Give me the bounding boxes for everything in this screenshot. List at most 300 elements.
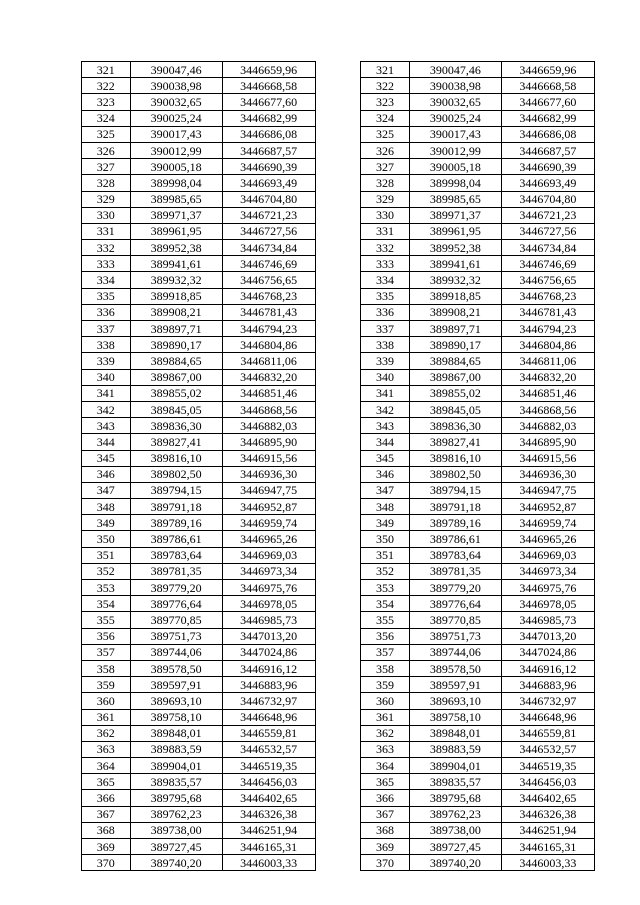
right-point-number-cell: 367: [361, 806, 410, 822]
right-point-number-cell: 349: [361, 515, 410, 531]
column-separator: [315, 677, 361, 693]
right-y-coordinate-cell: 3446952,87: [501, 499, 594, 515]
right-point-number-cell: 331: [361, 223, 410, 239]
table-row: [82, 418, 595, 434]
right-point-number-cell: 356: [361, 628, 410, 644]
left-y-coordinate-cell: 3446251,94: [222, 822, 315, 838]
right-point-number-cell: 355: [361, 612, 410, 628]
column-separator: [315, 175, 361, 191]
table-row: [82, 191, 595, 207]
right-y-coordinate-cell: 3446003,33: [501, 855, 594, 871]
table-row: [82, 709, 595, 725]
right-point-number-cell: 324: [361, 110, 410, 126]
left-point-number-cell: 353: [82, 580, 131, 596]
left-x-coordinate-cell: 389908,21: [130, 304, 222, 320]
right-x-coordinate-cell: 389918,85: [409, 288, 501, 304]
right-x-coordinate-cell: 389835,57: [409, 774, 501, 790]
left-y-coordinate-cell: 3446721,23: [222, 207, 315, 223]
right-y-coordinate-cell: 3446794,23: [501, 321, 594, 337]
table-row: [82, 499, 595, 515]
right-point-number-cell: 366: [361, 790, 410, 806]
right-x-coordinate-cell: 389908,21: [409, 304, 501, 320]
left-x-coordinate-cell: 389779,20: [130, 580, 222, 596]
left-x-coordinate-cell: 389597,91: [130, 677, 222, 693]
right-y-coordinate-cell: 3446682,99: [501, 110, 594, 126]
right-x-coordinate-cell: 389781,35: [409, 563, 501, 579]
right-point-number-cell: 327: [361, 159, 410, 175]
left-y-coordinate-cell: 3446690,39: [222, 159, 315, 175]
left-x-coordinate-cell: 389918,85: [130, 288, 222, 304]
right-x-coordinate-cell: 389932,32: [409, 272, 501, 288]
right-y-coordinate-cell: 3446811,06: [501, 353, 594, 369]
right-x-coordinate-cell: 389770,85: [409, 612, 501, 628]
left-y-coordinate-cell: 3446326,38: [222, 806, 315, 822]
left-point-number-cell: 360: [82, 693, 131, 709]
right-point-number-cell: 344: [361, 434, 410, 450]
right-point-number-cell: 342: [361, 401, 410, 417]
right-x-coordinate-cell: 389836,30: [409, 418, 501, 434]
right-y-coordinate-cell: 3446975,76: [501, 580, 594, 596]
right-point-number-cell: 368: [361, 822, 410, 838]
left-y-coordinate-cell: 3446936,30: [222, 466, 315, 482]
left-point-number-cell: 343: [82, 418, 131, 434]
left-y-coordinate-cell: 3446832,20: [222, 369, 315, 385]
left-x-coordinate-cell: 389971,37: [130, 207, 222, 223]
table-row: [82, 790, 595, 806]
right-y-coordinate-cell: 3446851,46: [501, 385, 594, 401]
column-separator: [315, 741, 361, 757]
column-separator: [315, 418, 361, 434]
right-point-number-cell: 360: [361, 693, 410, 709]
right-point-number-cell: 364: [361, 758, 410, 774]
left-y-coordinate-cell: 3446734,84: [222, 240, 315, 256]
right-point-number-cell: 346: [361, 466, 410, 482]
right-y-coordinate-cell: 3446959,74: [501, 515, 594, 531]
left-x-coordinate-cell: 389578,50: [130, 660, 222, 676]
right-x-coordinate-cell: 389985,65: [409, 191, 501, 207]
left-point-number-cell: 348: [82, 499, 131, 515]
left-point-number-cell: 367: [82, 806, 131, 822]
table-row: [82, 693, 595, 709]
right-point-number-cell: 354: [361, 596, 410, 612]
table-row: [82, 175, 595, 191]
right-point-number-cell: 340: [361, 369, 410, 385]
left-y-coordinate-cell: 3446959,74: [222, 515, 315, 531]
left-point-number-cell: 362: [82, 725, 131, 741]
column-separator: [315, 580, 361, 596]
table-row: [82, 142, 595, 158]
left-point-number-cell: 321: [82, 62, 131, 78]
left-y-coordinate-cell: 3446003,33: [222, 855, 315, 871]
left-x-coordinate-cell: 389952,38: [130, 240, 222, 256]
table-row: [82, 159, 595, 175]
column-separator: [315, 790, 361, 806]
table-row: [82, 515, 595, 531]
right-x-coordinate-cell: 389776,64: [409, 596, 501, 612]
column-separator: [315, 515, 361, 531]
column-separator: [315, 385, 361, 401]
table-row: [82, 563, 595, 579]
left-y-coordinate-cell: 3446648,96: [222, 709, 315, 725]
left-x-coordinate-cell: 389816,10: [130, 450, 222, 466]
right-x-coordinate-cell: 389578,50: [409, 660, 501, 676]
left-y-coordinate-cell: 3446668,58: [222, 78, 315, 94]
left-y-coordinate-cell: 3446915,56: [222, 450, 315, 466]
left-y-coordinate-cell: 3446559,81: [222, 725, 315, 741]
left-x-coordinate-cell: 389783,64: [130, 547, 222, 563]
left-x-coordinate-cell: 390017,43: [130, 126, 222, 142]
column-separator: [315, 596, 361, 612]
table-row: [82, 741, 595, 757]
left-x-coordinate-cell: 389727,45: [130, 839, 222, 855]
right-y-coordinate-cell: 3446756,65: [501, 272, 594, 288]
left-y-coordinate-cell: 3446969,03: [222, 547, 315, 563]
table-row: [82, 256, 595, 272]
left-x-coordinate-cell: 389904,01: [130, 758, 222, 774]
right-x-coordinate-cell: 389941,61: [409, 256, 501, 272]
left-x-coordinate-cell: 389890,17: [130, 337, 222, 353]
right-x-coordinate-cell: 389845,05: [409, 401, 501, 417]
table-row: [82, 207, 595, 223]
table-row: [82, 855, 595, 871]
column-separator: [315, 628, 361, 644]
right-point-number-cell: 332: [361, 240, 410, 256]
column-separator: [315, 758, 361, 774]
table-row: [82, 644, 595, 660]
left-point-number-cell: 331: [82, 223, 131, 239]
left-point-number-cell: 354: [82, 596, 131, 612]
left-x-coordinate-cell: 389751,73: [130, 628, 222, 644]
right-x-coordinate-cell: 389961,95: [409, 223, 501, 239]
left-point-number-cell: 364: [82, 758, 131, 774]
table-row: [82, 337, 595, 353]
right-point-number-cell: 347: [361, 482, 410, 498]
table-row: [82, 434, 595, 450]
table-row: [82, 272, 595, 288]
right-point-number-cell: 328: [361, 175, 410, 191]
coordinates-table: [81, 61, 595, 871]
right-point-number-cell: 337: [361, 321, 410, 337]
right-x-coordinate-cell: 389740,20: [409, 855, 501, 871]
right-x-coordinate-cell: 389802,50: [409, 466, 501, 482]
right-x-coordinate-cell: 389971,37: [409, 207, 501, 223]
table-row: [82, 288, 595, 304]
right-y-coordinate-cell: 3446519,35: [501, 758, 594, 774]
column-separator: [315, 855, 361, 871]
left-y-coordinate-cell: 3446952,87: [222, 499, 315, 515]
column-separator: [315, 547, 361, 563]
table-row: [82, 660, 595, 676]
right-y-coordinate-cell: 3447013,20: [501, 628, 594, 644]
table-row: [82, 401, 595, 417]
left-point-number-cell: 355: [82, 612, 131, 628]
left-point-number-cell: 333: [82, 256, 131, 272]
right-x-coordinate-cell: 389998,04: [409, 175, 501, 191]
right-point-number-cell: 325: [361, 126, 410, 142]
column-separator: [315, 774, 361, 790]
left-x-coordinate-cell: 389835,57: [130, 774, 222, 790]
right-x-coordinate-cell: 389883,59: [409, 741, 501, 757]
right-x-coordinate-cell: 389952,38: [409, 240, 501, 256]
right-y-coordinate-cell: 3447024,86: [501, 644, 594, 660]
table-row: [82, 596, 595, 612]
left-y-coordinate-cell: 3446965,26: [222, 531, 315, 547]
table-row: [82, 369, 595, 385]
right-y-coordinate-cell: 3446659,96: [501, 62, 594, 78]
right-y-coordinate-cell: 3446965,26: [501, 531, 594, 547]
table-row: [82, 612, 595, 628]
table-row: [82, 353, 595, 369]
left-y-coordinate-cell: 3446659,96: [222, 62, 315, 78]
table-row: [82, 94, 595, 110]
left-point-number-cell: 342: [82, 401, 131, 417]
right-y-coordinate-cell: 3446978,05: [501, 596, 594, 612]
column-separator: [315, 126, 361, 142]
right-x-coordinate-cell: 389786,61: [409, 531, 501, 547]
left-x-coordinate-cell: 389897,71: [130, 321, 222, 337]
right-y-coordinate-cell: 3446251,94: [501, 822, 594, 838]
right-x-coordinate-cell: 389727,45: [409, 839, 501, 855]
right-point-number-cell: 322: [361, 78, 410, 94]
right-point-number-cell: 348: [361, 499, 410, 515]
left-point-number-cell: 337: [82, 321, 131, 337]
right-x-coordinate-cell: 389795,68: [409, 790, 501, 806]
right-x-coordinate-cell: 389884,65: [409, 353, 501, 369]
left-x-coordinate-cell: 389884,65: [130, 353, 222, 369]
left-point-number-cell: 350: [82, 531, 131, 547]
right-x-coordinate-cell: 389789,16: [409, 515, 501, 531]
right-y-coordinate-cell: 3446936,30: [501, 466, 594, 482]
left-point-number-cell: 322: [82, 78, 131, 94]
right-y-coordinate-cell: 3446648,96: [501, 709, 594, 725]
left-y-coordinate-cell: 3446727,56: [222, 223, 315, 239]
left-point-number-cell: 328: [82, 175, 131, 191]
right-point-number-cell: 334: [361, 272, 410, 288]
right-x-coordinate-cell: 389783,64: [409, 547, 501, 563]
right-x-coordinate-cell: 389751,73: [409, 628, 501, 644]
table-row: [82, 547, 595, 563]
left-point-number-cell: 336: [82, 304, 131, 320]
right-y-coordinate-cell: 3446804,86: [501, 337, 594, 353]
left-point-number-cell: 357: [82, 644, 131, 660]
left-point-number-cell: 351: [82, 547, 131, 563]
left-x-coordinate-cell: 389802,50: [130, 466, 222, 482]
right-point-number-cell: 333: [361, 256, 410, 272]
right-x-coordinate-cell: 389848,01: [409, 725, 501, 741]
table-row: [82, 321, 595, 337]
left-point-number-cell: 365: [82, 774, 131, 790]
table-row: [82, 126, 595, 142]
column-separator: [315, 434, 361, 450]
left-y-coordinate-cell: 3446947,75: [222, 482, 315, 498]
column-separator: [315, 450, 361, 466]
column-separator: [315, 725, 361, 741]
table-row: [82, 110, 595, 126]
left-x-coordinate-cell: 389789,16: [130, 515, 222, 531]
right-point-number-cell: 343: [361, 418, 410, 434]
column-separator: [315, 272, 361, 288]
right-y-coordinate-cell: 3446732,97: [501, 693, 594, 709]
column-separator: [315, 288, 361, 304]
left-point-number-cell: 366: [82, 790, 131, 806]
right-point-number-cell: 321: [361, 62, 410, 78]
left-x-coordinate-cell: 389781,35: [130, 563, 222, 579]
right-y-coordinate-cell: 3446768,23: [501, 288, 594, 304]
right-x-coordinate-cell: 389762,23: [409, 806, 501, 822]
table-row: [82, 223, 595, 239]
left-y-coordinate-cell: 3446916,12: [222, 660, 315, 676]
right-point-number-cell: 359: [361, 677, 410, 693]
left-y-coordinate-cell: 3446985,73: [222, 612, 315, 628]
right-x-coordinate-cell: 389904,01: [409, 758, 501, 774]
column-separator: [315, 159, 361, 175]
left-x-coordinate-cell: 389867,00: [130, 369, 222, 385]
column-separator: [315, 369, 361, 385]
left-y-coordinate-cell: 3446402,65: [222, 790, 315, 806]
right-x-coordinate-cell: 389867,00: [409, 369, 501, 385]
table-row: [82, 62, 595, 78]
left-y-coordinate-cell: 3447013,20: [222, 628, 315, 644]
coordinates-table-body: [82, 62, 595, 871]
left-y-coordinate-cell: 3446519,35: [222, 758, 315, 774]
left-point-number-cell: 332: [82, 240, 131, 256]
table-row: [82, 304, 595, 320]
left-y-coordinate-cell: 3446732,97: [222, 693, 315, 709]
right-point-number-cell: 358: [361, 660, 410, 676]
column-separator: [315, 660, 361, 676]
column-separator: [315, 191, 361, 207]
left-y-coordinate-cell: 3446686,08: [222, 126, 315, 142]
right-y-coordinate-cell: 3446868,56: [501, 401, 594, 417]
right-point-number-cell: 345: [361, 450, 410, 466]
right-y-coordinate-cell: 3446916,12: [501, 660, 594, 676]
right-point-number-cell: 339: [361, 353, 410, 369]
right-y-coordinate-cell: 3446668,58: [501, 78, 594, 94]
right-y-coordinate-cell: 3446746,69: [501, 256, 594, 272]
right-y-coordinate-cell: 3446883,96: [501, 677, 594, 693]
left-y-coordinate-cell: 3446677,60: [222, 94, 315, 110]
column-separator: [315, 693, 361, 709]
column-separator: [315, 644, 361, 660]
right-y-coordinate-cell: 3446882,03: [501, 418, 594, 434]
right-point-number-cell: 365: [361, 774, 410, 790]
column-separator: [315, 499, 361, 515]
right-y-coordinate-cell: 3446677,60: [501, 94, 594, 110]
right-y-coordinate-cell: 3446727,56: [501, 223, 594, 239]
column-separator: [315, 466, 361, 482]
left-point-number-cell: 349: [82, 515, 131, 531]
right-point-number-cell: 362: [361, 725, 410, 741]
left-x-coordinate-cell: 389998,04: [130, 175, 222, 191]
left-point-number-cell: 344: [82, 434, 131, 450]
right-point-number-cell: 361: [361, 709, 410, 725]
right-x-coordinate-cell: 389827,41: [409, 434, 501, 450]
right-point-number-cell: 352: [361, 563, 410, 579]
right-y-coordinate-cell: 3446532,57: [501, 741, 594, 757]
left-y-coordinate-cell: 3446794,23: [222, 321, 315, 337]
column-separator: [315, 839, 361, 855]
left-point-number-cell: 338: [82, 337, 131, 353]
left-point-number-cell: 368: [82, 822, 131, 838]
left-y-coordinate-cell: 3446781,43: [222, 304, 315, 320]
left-point-number-cell: 327: [82, 159, 131, 175]
left-point-number-cell: 356: [82, 628, 131, 644]
left-y-coordinate-cell: 3446868,56: [222, 401, 315, 417]
column-separator: [315, 256, 361, 272]
left-x-coordinate-cell: 389883,59: [130, 741, 222, 757]
right-point-number-cell: 326: [361, 142, 410, 158]
left-point-number-cell: 325: [82, 126, 131, 142]
table-row: [82, 78, 595, 94]
left-point-number-cell: 339: [82, 353, 131, 369]
column-separator: [315, 822, 361, 838]
right-point-number-cell: 350: [361, 531, 410, 547]
table-row: [82, 580, 595, 596]
column-separator: [315, 321, 361, 337]
table-row: [82, 385, 595, 401]
left-x-coordinate-cell: 389762,23: [130, 806, 222, 822]
left-y-coordinate-cell: 3446973,34: [222, 563, 315, 579]
right-x-coordinate-cell: 389738,00: [409, 822, 501, 838]
left-x-coordinate-cell: 390038,98: [130, 78, 222, 94]
right-y-coordinate-cell: 3446781,43: [501, 304, 594, 320]
left-point-number-cell: 359: [82, 677, 131, 693]
left-y-coordinate-cell: 3446693,49: [222, 175, 315, 191]
column-separator: [315, 612, 361, 628]
right-y-coordinate-cell: 3446165,31: [501, 839, 594, 855]
left-x-coordinate-cell: 389941,61: [130, 256, 222, 272]
left-y-coordinate-cell: 3446895,90: [222, 434, 315, 450]
left-y-coordinate-cell: 3446682,99: [222, 110, 315, 126]
left-y-coordinate-cell: 3446532,57: [222, 741, 315, 757]
left-point-number-cell: 330: [82, 207, 131, 223]
left-point-number-cell: 369: [82, 839, 131, 855]
right-x-coordinate-cell: 389693,10: [409, 693, 501, 709]
column-separator: [315, 709, 361, 725]
right-point-number-cell: 357: [361, 644, 410, 660]
left-y-coordinate-cell: 3446165,31: [222, 839, 315, 855]
left-point-number-cell: 346: [82, 466, 131, 482]
table-row: [82, 240, 595, 256]
right-y-coordinate-cell: 3446559,81: [501, 725, 594, 741]
right-x-coordinate-cell: 389855,02: [409, 385, 501, 401]
left-point-number-cell: 326: [82, 142, 131, 158]
left-x-coordinate-cell: 389848,01: [130, 725, 222, 741]
right-x-coordinate-cell: 389794,15: [409, 482, 501, 498]
right-y-coordinate-cell: 3446686,08: [501, 126, 594, 142]
column-separator: [315, 207, 361, 223]
left-x-coordinate-cell: 390005,18: [130, 159, 222, 175]
table-row: [82, 628, 595, 644]
left-y-coordinate-cell: 3447024,86: [222, 644, 315, 660]
column-separator: [315, 240, 361, 256]
right-point-number-cell: 338: [361, 337, 410, 353]
right-y-coordinate-cell: 3446969,03: [501, 547, 594, 563]
left-point-number-cell: 323: [82, 94, 131, 110]
left-x-coordinate-cell: 389855,02: [130, 385, 222, 401]
right-x-coordinate-cell: 390005,18: [409, 159, 501, 175]
right-x-coordinate-cell: 390038,98: [409, 78, 501, 94]
left-point-number-cell: 345: [82, 450, 131, 466]
left-y-coordinate-cell: 3446687,57: [222, 142, 315, 158]
right-y-coordinate-cell: 3446832,20: [501, 369, 594, 385]
left-y-coordinate-cell: 3446975,76: [222, 580, 315, 596]
right-x-coordinate-cell: 389791,18: [409, 499, 501, 515]
column-separator: [315, 806, 361, 822]
left-x-coordinate-cell: 389845,05: [130, 401, 222, 417]
column-separator: [315, 482, 361, 498]
left-y-coordinate-cell: 3446851,46: [222, 385, 315, 401]
